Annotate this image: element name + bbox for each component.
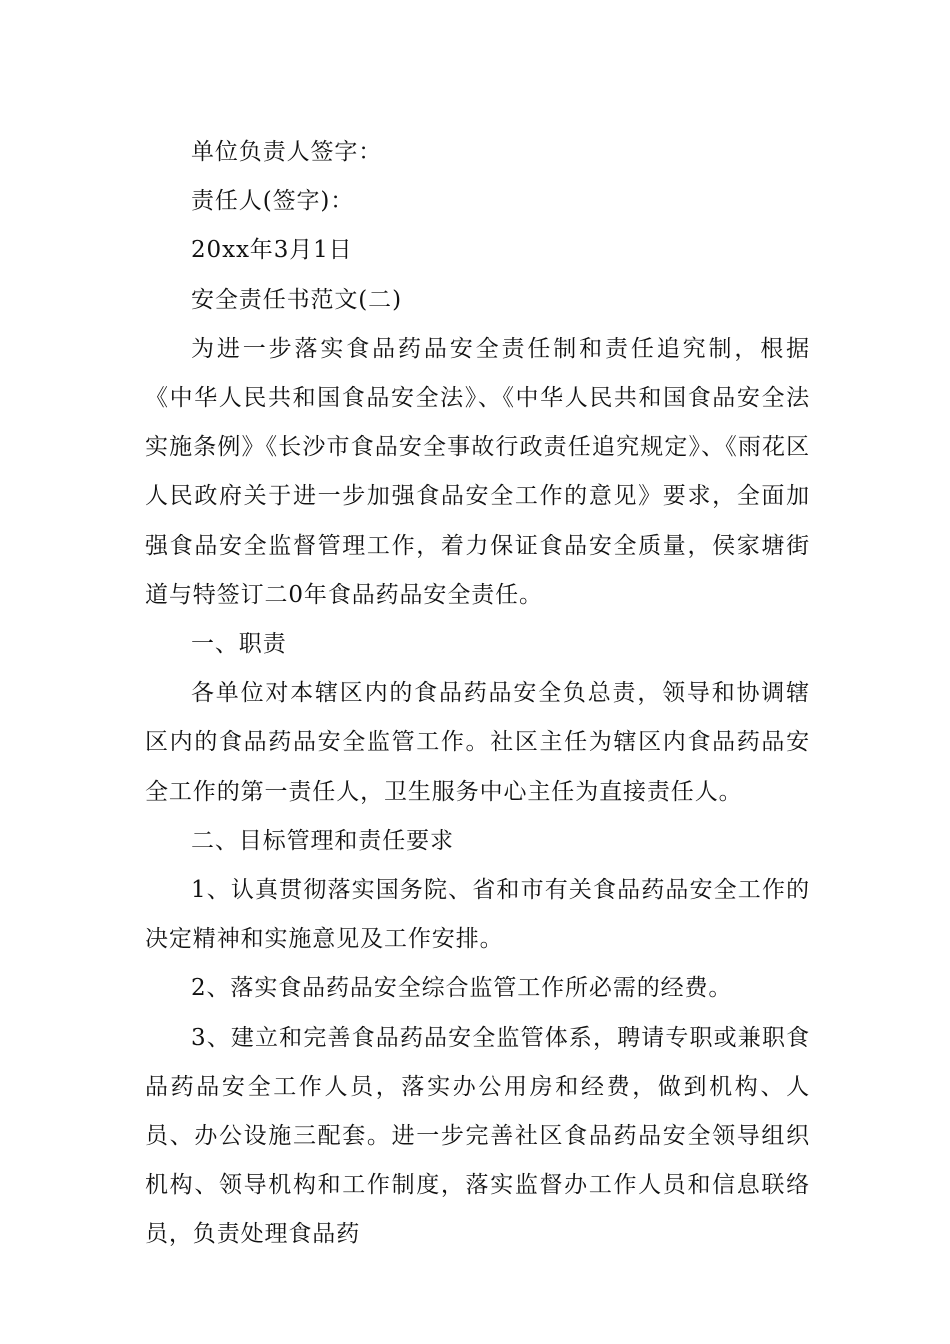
section-title: 安全责任书范文(二): [191, 286, 402, 313]
heading-duties: 一、职责: [191, 631, 287, 658]
intro-paragraph: 为进一步落实食品药品安全责任制和责任追究制，根据《中华人民共和国食品安全法》、《中华人民共和国食品安全法实施条例》《长沙市食品安全事故行政责任追究规定》、《雨花区人民政府关于进一步加强食品安全工作的意见》要求，全面加强食品安全监督管理工作，着力保证食品安全质量，侯家塘街道与特签订二0年食品药品安全责任。: [145, 335, 810, 608]
goal-item-2: 2、落实食品药品安全综合监管工作所必需的经费。: [191, 975, 733, 1002]
heading-goals: 二、目标管理和责任要求: [191, 827, 454, 854]
goal-item-1: 1、认真贯彻落实国务院、省和市有关食品药品安全工作的决定精神和实施意见及工作安排。: [145, 877, 810, 953]
signature-person-line: 责任人(签字)：: [191, 188, 355, 215]
duties-paragraph: 各单位对本辖区内的食品药品安全负总责，领导和协调辖区内的食品药品安全监管工作。社区主任为辖区内食品药品安全工作的第一责任人，卫生服务中心主任为直接责任人。: [145, 680, 810, 805]
document-body: [145, 128, 810, 1260]
goal-item-3: 3、建立和完善食品药品安全监管体系，聘请专职或兼职食品药品安全工作人员，落实办公用房和经费，做到机构、人员、办公设施三配套。进一步完善社区食品药品安全领导组织机构、领导机构和工作制度，落实监督办工作人员和信息联络员，负责处理食品药: [145, 1024, 810, 1248]
signature-unit-line: 单位负责人签字：: [191, 139, 383, 165]
date-line: 20xx年3月1日: [191, 237, 353, 264]
